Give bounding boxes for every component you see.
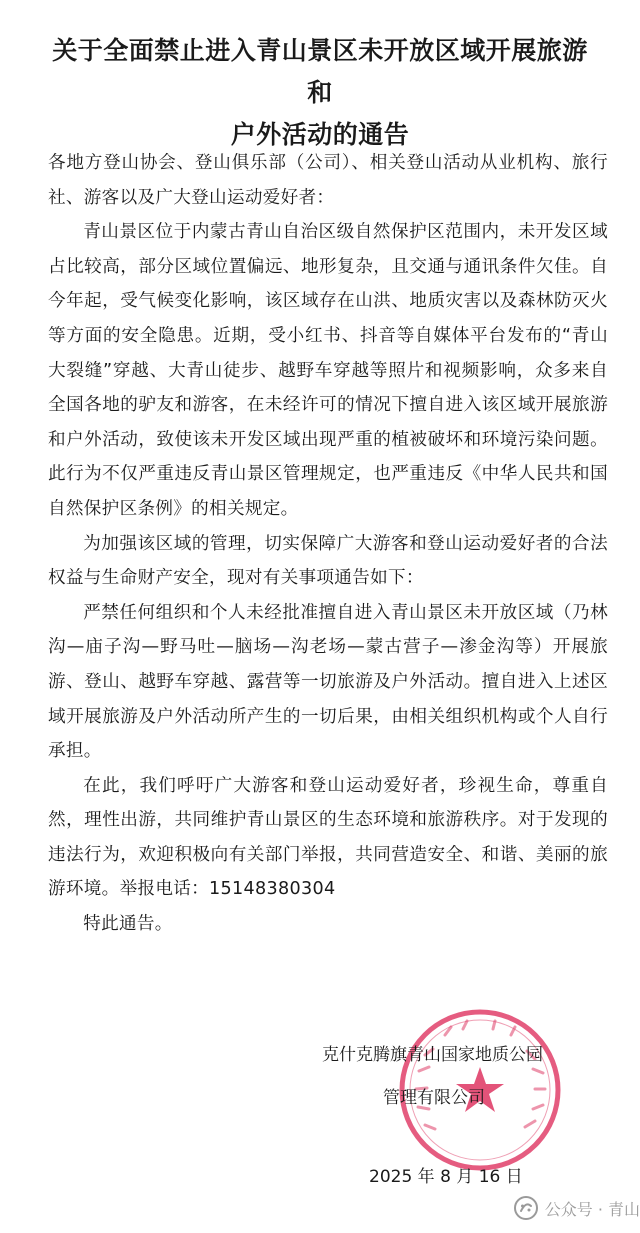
title-line-1: 关于全面禁止进入青山景区未开放区域开展旅游和 <box>52 36 588 107</box>
signature-company: 管理有限公司 <box>383 1088 485 1108</box>
paragraph-purpose: 为加强该区域的管理，切实保障广大游客和登山运动爱好者的合法权益与生命财产安全，现对有关事项通告如下： <box>48 533 608 589</box>
signature-organization: 克什克腾旗青山国家地质公园 <box>322 1045 543 1065</box>
wechat-watermark <box>513 1190 640 1226</box>
paragraph-prohibition: 严禁任何组织和个人未经批准擅自进入青山景区未开放区域（乃林沟—庙子沟—野马吐—脑场—沟老场—蒙古营子—渗金沟等）开展旅游、登山、越野车穿越、露营等一切旅游及户外活动。擅自进入上述区域开展旅游及户外活动所产生的一切后果，由相关组织机构或个人自行承担。 <box>48 602 608 762</box>
paragraph-background: 青山景区位于内蒙古青山自治区级自然保护区范围内，未开发区域占比较高，部分区域位置偏远、地形复杂，且交通与通讯条件欠佳。自今年起，受气候变化影响，该区域存在山洪、地质灾害以及森林防灭火等方面的安全隐患。近期，受小红书、抖音等自媒体平台发布的“青山大裂缝”穿越、大青山徒步、越野车穿越等照片和视频影响，众多来自全国各地的驴友和游客，在未经许可的情况下擅自进入该区域开展旅游和户外活动，致使该未开发区域出现严重的植被破坏和环境污染问题。此行为不仅严重违反青山景区管理规定，也严重违反《中华人民共和国自然保护区条例》的相关规定。 <box>48 222 608 519</box>
watermark-label: 公众号 · 青山 <box>544 1199 640 1219</box>
notice-title <box>40 30 600 156</box>
title-line-2: 户外活动的通告 <box>230 120 410 149</box>
closing-line: 特此通告。 <box>83 914 173 935</box>
notice-body <box>48 146 608 942</box>
paragraph-appeal: 在此，我们呼吁广大游客和登山运动爱好者，珍视生命，尊重自然，理性出游，共同维护青山景区的生态环境和旅游秩序。对于发现的违法行为，欢迎积极向有关部门举报，共同营造安全、和谐、美丽的旅游环境。举报电话：15148380304 <box>48 775 608 900</box>
salutation: 各地方登山协会、登山俱乐部（公司）、相关登山活动从业机构、旅行社、游客以及广大登山运动爱好者： <box>48 153 608 208</box>
notice-date: 2025 年 8 月 16 日 <box>369 1167 523 1187</box>
wechat-official-account-icon <box>513 1195 539 1221</box>
